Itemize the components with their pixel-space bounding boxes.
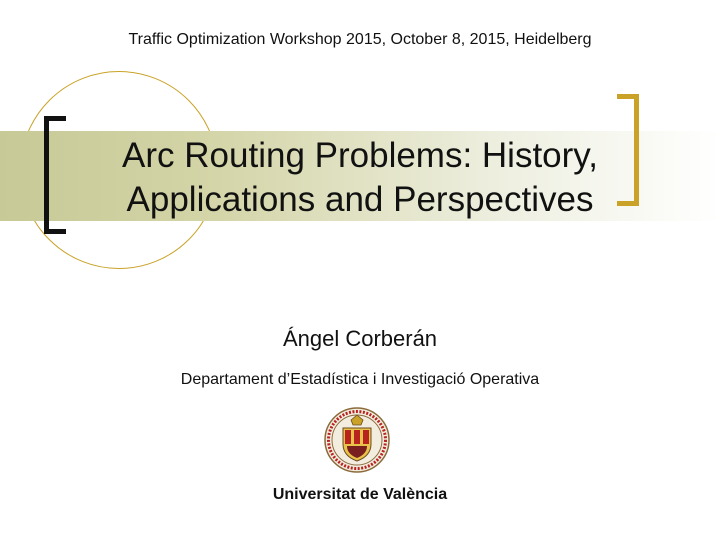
- title-line-1: Arc Routing Problems: History,: [122, 136, 598, 175]
- title-line-2: Applications and Perspectives: [126, 180, 594, 219]
- slide-title: [60, 134, 660, 222]
- department-name: Departament d’Estadística i Investigació Operativa: [180, 371, 540, 388]
- university-seal-icon: [323, 406, 391, 474]
- university-name: Universitat de València: [272, 486, 448, 503]
- author-name: Ángel Corberán: [282, 326, 438, 351]
- conference-header: Traffic Optimization Workshop 2015, October 8, 2015, Heidelberg: [128, 31, 592, 48]
